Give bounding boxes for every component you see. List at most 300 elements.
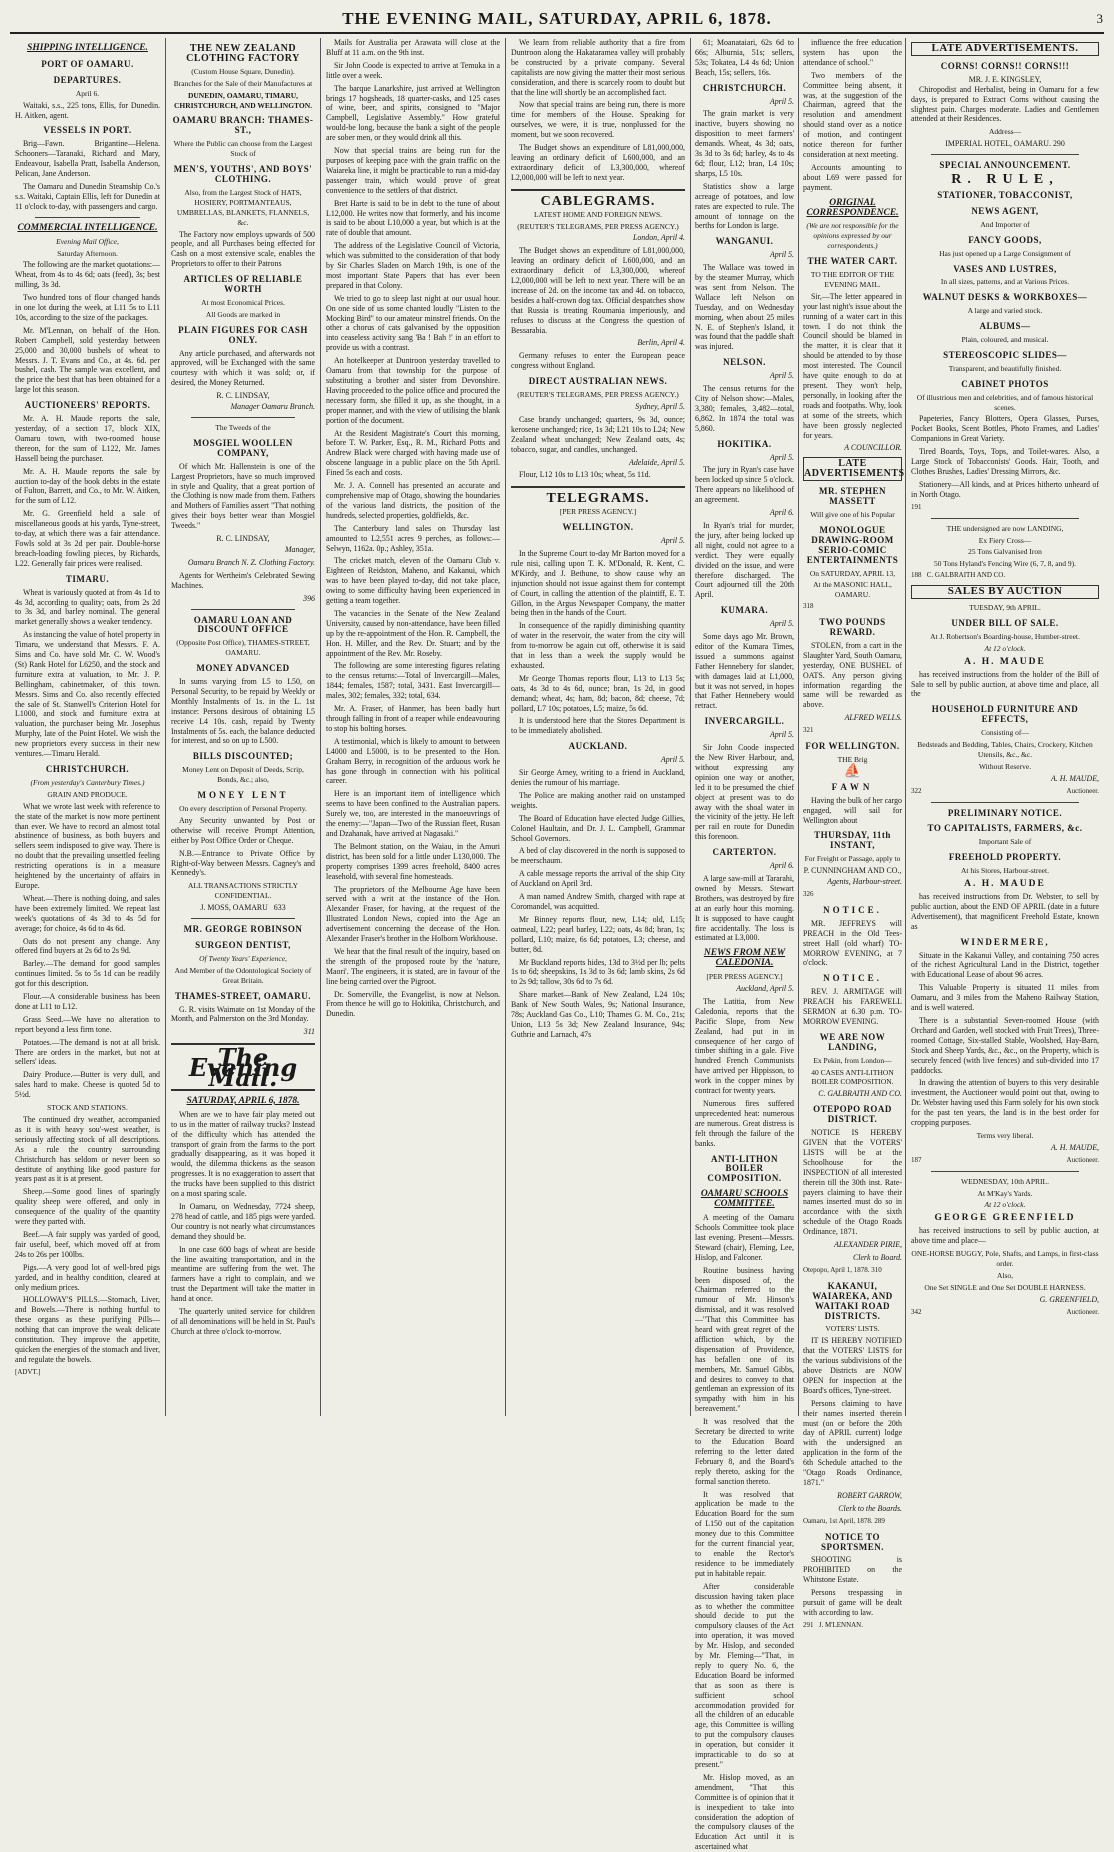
maude-1-text: has received instructions from the holder of the Bill of Sale to sell by public auction, at above time and place, all the — [911, 669, 1099, 699]
news-para-5: Bret Harte is said to be in debt to the tune of about L12,000. He writes now that formerly, and his income is said to be about L10,000 a year, but which is at the rate of double that amount. — [326, 198, 500, 238]
late-ads-heading-right: LATE ADVERTISEMENTS. — [911, 42, 1099, 56]
news-para-10: Mr. J. A. Connell has presented an accurate and comprehensive map of Otago, showing the boundaries of the various land districts, the position of the hundreds, selected properties, goldfields, &c. — [326, 481, 500, 520]
fawn-agent: P. CUNNINGHAM AND CO., — [803, 866, 902, 876]
invercargill-text: Sir John Coode inspected the New River Harbour, and, without expressing any opinion one way or another, led it to be presumed the chief object at present was to do away with the shoal water in the vicinity of the jetty. He left per rail en route for Dunedin this forenoon. — [695, 743, 794, 842]
sale-3-yards: At M'Kay's Yards. — [977, 1188, 1033, 1198]
news-para-19: The proprietors of the Melbourne Age have been served with a writ at the instance of the Hon. Alexander Fraser, for having, at the request of the Illustrated London News, copied into the Age an advertisement concerning the decease of the Hon. Alexander Fraser's brother in the Holborn Workhouse. — [326, 884, 500, 944]
sale-1-heading: UNDER BILL OF SALE. — [951, 617, 1059, 628]
kumara-date: April 5. — [769, 619, 794, 629]
christchurch-para-1: What we wrote last week with reference to the state of the market is now more pertinent than ever. We have to record an almost total abstinence of business, as both buyers and sellers seem indisposed to give way. There is no doubt that the prevailing unsettled feeling restricting operations is in a measure heightened by the uncertainty of affairs in Europe. — [15, 801, 160, 890]
hokitika-date: April 5. — [769, 452, 794, 462]
kumara-heading: KUMARA. — [720, 605, 769, 616]
greenfield-also: Also, — [996, 1270, 1014, 1280]
schools-text-3: It was resolved that the Secretary be directed to write to the Education Board referring to the letter dated February 8, and the Board's reply thereto, asking for the formal sanction thereto. — [695, 1417, 794, 1486]
landing-ex: Ex Fiery Cross— — [978, 535, 1032, 545]
timaru-para-1: Wheat is variously quoted at from 4s 1d to 4s 3d, according to quality; oats, from 2s 2d to 3s 3d, and barley nominal. The general market generally shows a weaker tendency. — [15, 587, 160, 627]
nz-clothing-towns: DUNEDIN, OAMARU, TIMARU, CHRISTCHURCH, AND WELLINGTON. — [173, 90, 313, 110]
auckland-para-1: Sir George Arney, writing to a friend in Auckland, denies the rumour of his marriage. — [511, 768, 685, 787]
nz-clothing-articles: ARTICLES OF RELIABLE WORTH — [183, 274, 303, 295]
notice-1-text: MR. JEFFREYS will PREACH in the Old Tees-street Hall (old wharf) TO-MORROW EVENING, at 7 o'clock. — [803, 918, 902, 968]
chch-date: April 5. — [769, 96, 794, 106]
nz-clothing-heading: THE NEW ZEALAND CLOTHING FACTORY — [186, 43, 300, 64]
rule-albums-2: Plain, coloured, and musical. — [961, 335, 1049, 345]
editorial-para-4: The quarterly united service for children of all denominations will be held in St. Paul's Church at three o'clock to-morrow. — [171, 1307, 315, 1336]
port-heading: PORT OF OAMARU. — [41, 58, 134, 69]
cablegrams-text: The Budget shows an expenditure of L81,000,000, leaving an ordinary deficit of L600,000, and an extraordinary deficit of L3,300,000, whereof L2,000,000 will be left to next year. There will be an increase of 2d. on the income tax and 4d. on tobacco, besides a half-crown dog tax. Official despatches show that Russia is treating Roumania imperiously, and refuses to discuss at the Congress the question of Bessarabia. — [511, 246, 685, 335]
maude-1-items: Bedsteads and Bedding, Tables, Chairs, Crockery, Kitchen Utensils, &c., &c. — [917, 740, 1093, 759]
departures-text: Waitaki, s.s., 225 tons, Ellis, for Dunedin. H. Aitken, agent. — [15, 100, 160, 120]
water-cart-to: TO THE EDITOR OF THE EVENING MAIL. — [810, 270, 895, 289]
maude-2-sig: A. H. MAUDE, — [1051, 1142, 1099, 1152]
wellington-para-1: In the Supreme Court to-day Mr Barton moved for a rule nisi, calling upon T. K. M'Donald, R. Kent, C. M'Kirdy, and J. Bethune, to show cause why an injunction should not issue against them for contempt of Court, in calling the attention of the plaintiff, E. T. Gillon, in the Argus Newspaper Company, the matter being then in the hands of the Court. — [511, 548, 685, 618]
commercial-para-1: The following are the market quotations:—Wheat, from 4s to 4s 6d; oats (feed), 3s; best milling, 3s 3d. — [15, 260, 160, 290]
stock-heading: STOCK AND STATIONS. — [47, 1103, 128, 1113]
wellington-para-2: In consequence of the rapidly diminishing quantity of water in the reservoir, the water from the city will from to-morrow be again cut off, otherwise it is said that in less than a week the supply would be exhausted. — [511, 621, 685, 670]
maude-1-reserve: Without Reserve. — [978, 761, 1032, 771]
windermere-name: WINDERMERE, — [960, 936, 1050, 947]
loan-heading: OAMARU LOAN AND DISCOUNT OFFICE — [193, 614, 293, 635]
notice-2-heading: NOTICE. — [823, 973, 882, 984]
bills-heading: BILLS DISCOUNTED; — [192, 751, 294, 762]
rule-stationery: Stationery—All kinds, and at Prices hitherto unheard of in North Otago. — [911, 479, 1099, 499]
stock-para-3: Beef.—A fair supply was yarded of good, fair useful, beef, which moved off at from 24s to 26s per 100lbs. — [15, 1229, 160, 1259]
moss-sig: J. MOSS, OAMARU 633 — [200, 903, 286, 913]
christchurch-heading: CHRISTCHURCH. — [45, 764, 130, 774]
maude-1-name: A. H. MAUDE — [964, 656, 1046, 667]
mosgiel-num: 396 — [303, 593, 315, 603]
news-para-15: Mr. A. Fraser, of Hanmer, has been badly hurt through falling in front of a reaper while endeavouring to stop his bolting horses. — [326, 704, 500, 733]
col4-para-3: The Budget shows an expenditure of L81,000,000, leaving an ordinary deficit of L600,000, and an extraordinary deficit of L3,300,000, whereof L2,000,000 will be left to next year. — [511, 143, 685, 182]
column-4 — [505, 38, 690, 1416]
sale-1-text: At J. Robertson's Boarding-house, Humber-street. — [930, 631, 1080, 641]
water-cart-sig: A COUNCILLOR. — [844, 443, 902, 453]
massett-hall: At the MASONIC HALL, OAMARU. — [813, 580, 892, 600]
christchurch-para-2: Wheat.—There is nothing doing, and sales have been extremely limited. We repeat last week's quotations of 4s 3d to 4s 5d for average; for choice, 4s 6d to 4s 6d. — [15, 893, 160, 933]
chch-text: The grain market is very inactive, buyers showing no disposition to meet farmers' demands. Wheat, 4s 3d; oats, 3s 3d to 3s 6d; barley, 4s to 4s 6d; flour, L12; bran, L4 10s; sharps, L5 10s. — [695, 109, 794, 178]
voters-heading: VOTERS' LISTS. — [825, 1324, 880, 1334]
surgeon-street: THAMES-STREET, OAMARU. — [174, 990, 312, 1001]
nelson-heading: NELSON. — [723, 357, 766, 368]
news-para-11: The Canterbury land sales on Thursday last amounted to L2,551 acres 9 perches, as follows:—Selwyn, 1162a. 0p.; Ashley, 351a. — [326, 523, 500, 553]
invercargill-date: April 5. — [769, 730, 794, 740]
robinson-name: MR. GEORGE ROBINSON — [183, 924, 303, 935]
news-para-2: Sir John Coode is expected to arrive at Temuka in a little over a week. — [326, 60, 500, 80]
christchurch-sub: (From yesterday's Canterbury Times.) — [30, 777, 145, 787]
auctioneers-heading: AUCTIONEERS' REPORTS. — [24, 400, 151, 411]
maude-2-text: has received instructions from Dr. Webster, to sell by public auction, about the END OF APRIL (date in a future Advertisement), that magnificent Freehold Estate, known as — [911, 892, 1099, 931]
column-5-left — [691, 38, 798, 1852]
windermere-text: Situate in the Kakanui Valley, and containing 750 acres of the richest Agricultural Land in the District, together with Educational Lease of about 96 acres. — [911, 950, 1099, 980]
hokitika-text-2: In Ryan's trial for murder, the jury, after being locked up all night, could not agree to a verdict. They were equally divided on the issue, and were therefore discharged. The Court adjourned till the 20th April. — [695, 520, 794, 600]
kingsley-hotel: IMPERIAL HOTEL, OAMARU. 290 — [945, 139, 1065, 149]
auckland-date: April 5. — [660, 755, 685, 765]
schools-heading: OAMARU SCHOOLS COMMITTEE. — [700, 1189, 789, 1210]
greenfield-buggy: ONE-HORSE BUGGY, Pole, Shafts, and Lamps, in first-class order. — [911, 1249, 1099, 1268]
prelim-to: TO CAPITALISTS, FARMERS, &c. — [927, 823, 1083, 834]
news-para-6: The address of the Legislative Council of Victoria, which was submitted to the consideration of that body by Sir Charles Sladen on March 19th, is one of the most important State Papers that has ever been prepared in that Colony. — [326, 241, 500, 290]
masthead — [10, 6, 1104, 34]
anti-agent: C. GALBRAITH AND CO. — [818, 1089, 902, 1099]
carterton-date: April 6. — [769, 861, 794, 871]
wellington-date: April 5. — [660, 536, 685, 546]
sale-1-date: TUESDAY, 9th APRIL. — [969, 603, 1041, 613]
schools-para-2: Accounts amounting to about L69 were passed for payment. — [803, 162, 902, 192]
rule-cabinet-2: Of illustrious men and celebrities, and of famous historical scenes. — [916, 392, 1094, 412]
nelson-date: April 5. — [769, 371, 794, 381]
nelson-text: The census returns for the City of Nelson show:—Males, 3,380; females, 3,482—total, 6,862. In 1874 the total was 5,860. — [695, 384, 794, 433]
new-caledonia-text-2: Numerous fires suffered unprecedented heat: numerous are numerous. Great distress is felt through the failure of the banks. — [695, 1099, 794, 1148]
kingsley-address: Address— — [988, 127, 1022, 137]
commercial-para-3: Mr. M'Lennan, on behalf of the Hon. Robert Campbell, sold yesterday between 25,000 and 30,000 bushels of wheat to Messrs. J. T. Evans and Co., at 4s. 6d. per bushel, cash. The sample was excellent, and the price the best that has been obtained for a large lot this season. — [15, 325, 160, 395]
massett-text: Will give one of his Popular — [810, 509, 895, 519]
sports-text: SHOOTING is PROHIBITED on the Whitstone Estate. — [803, 1555, 902, 1585]
fawn-agent-2: Agents, Harbour-street. — [827, 877, 902, 887]
anti-lithon-heading: ANTI-LITHON BOILER COMPOSITION. — [707, 1153, 782, 1184]
rule-text: Has just opened up a Large Consignment of — [939, 248, 1071, 258]
fawn-freight: For Freight or Passage, apply to — [804, 854, 901, 864]
company-text: The Oamaru and Dunedin Steamship Co.'s s.s. Waitaki, Captain Ellis, left for Dunedin at 11 o'clock to-day, with passengers and cargo. — [15, 181, 160, 211]
landing-text-2: 50 Tons Hyland's Fencing Wire (6, 7, 8, and 9). — [933, 559, 1077, 569]
massett-num: 318 — [803, 602, 814, 611]
surgeon-title: SURGEON DENTIST, — [195, 939, 291, 950]
col4-para-2: Now that special trains are being run, there is more time for members of the House. Speaking for ourselves, we were, it is true, nonplussed for the moment, but we soon recovered. — [511, 100, 685, 140]
loan-text: In sums varying from L5 to L50, on Personal Security, to be repaid by Weekly or Monthly Instalments of 1s. in the L. 1st instance: Persons desirous of obtaining L5 receive L4 10s. cash, repaid by Twenty Instalments of 5s. each, the balance deducted for interest, and so on up to L500. — [171, 677, 315, 746]
auctioneers-para-2: Mr. A. H. Maude reports the sale by auction to-day of the book debts in the estate of Fulton, Barrett, and Co., to Mr. W. Aitken, for the sum of L12. — [15, 466, 160, 506]
nz-clothing-sub2: Branches for the Sale of their Manufactures at — [173, 78, 313, 88]
carterton-text: A large saw-mill at Tararahi, owned by Messrs. Stewart Brothers, was destroyed by fire at an early hour this morning. It is supposed to have caught fire accidentally. The loss is estimated at L3,000. — [695, 873, 794, 943]
maude-1-goods: HOUSEHOLD FURNITURE AND EFFECTS, — [931, 704, 1079, 725]
wellington-para-4: It is understood here that the Stores Department is to be immediately abolished. — [511, 716, 685, 736]
money-lent: MONEY LENT — [197, 790, 289, 801]
windermere-terms: Terms very liberal. — [976, 1130, 1034, 1140]
security-text: Any Security unwanted by Post or otherwise will receive Prompt Attention, either by Post Office Order or Cheque. — [171, 815, 315, 845]
christchurch-para-5: Flour.—A considerable business has been done at L11 to L12. — [15, 992, 160, 1011]
news-para-8: An hotelkeeper at Duntroon yesterday travelled to Oamaru from that township for the purpose of substituting a brother and sister from Devonshire. Having proceeded to the police office and procured the necessary form, she filled it up, as she thought, in a proper manner, and with the view of utilising the blank portion of the document. — [326, 356, 500, 425]
voters-text-2: Persons claiming to have their names inserted therein must (on or before the 20th day of APRIL current) lodge with the undersigned an application in the form of the 6th Schedule attached to the "Otago Roads Ordinance, 1871." — [803, 1398, 902, 1487]
water-cart-heading: THE WATER CART. — [807, 256, 898, 267]
col4-para-1: We learn from reliable authority that a fire from Duntroon along the Hakataramea valley will probably be constructed by a private company. Several capitalists are now giving the matter their most serious consideration, and there is scarcely room to doubt but that the line will shortly be an accomplished fact. — [511, 38, 685, 97]
auctioneers-para-3: Mr. G. Greenfield held a sale of miscellaneous goods at his yards, Tyne-street, to-day, at which there was a fair attendance. Fowls sold at 3s 2d per pair. Double-horse breach-loading fowling pieces, by Richards, L22. Generally fair prices were realised. — [15, 509, 160, 568]
direct-heading: DIRECT AUSTRALIAN NEWS. — [528, 376, 668, 387]
maude-2-name: A. H. MAUDE — [964, 879, 1046, 890]
brig-line: THE Brig — [837, 755, 868, 764]
new-caledonia-text: The Latitia, from New Caledonia, reports that the Pacific Slope, from New Zealand, had put in in consequence of her cargo of timber shifting in a gale. Five hundred French Communists have arrived per Hippisson, to work in the copper mines by contract for twenty years. — [695, 996, 794, 1096]
nz-clothing-text: Where the Public can choose from the Largest Stock of — [173, 139, 313, 159]
hokitika-heading: HOKITIKA. — [717, 438, 772, 449]
sale-3-time: At 12 o'clock. — [984, 1200, 1026, 1210]
nz-clothing-branch: OAMARU BRANCH: THAMES-ST., — [172, 115, 314, 136]
prelim-at: At his Stores, Harbour-street. — [961, 866, 1049, 876]
otepopo-date: Otepopo, April 1, 1878. 310 — [803, 1265, 882, 1274]
nz-clothing-plain: PLAIN FIGURES FOR CASH ONLY. — [178, 324, 308, 345]
prelim-sale: Important Sale of — [978, 837, 1032, 847]
rule-importer: And Importer of — [980, 219, 1030, 229]
voters-text: IT IS HEREBY NOTIFIED that the VOTERS' LISTS for the various subdivisions of the above Districts are NOW OPEN for inspection at the Board's offices, Tyne-street. — [803, 1336, 902, 1395]
rule-albums: ALBUMS— — [979, 321, 1031, 332]
anti-cases: 40 CASES ANTI-LITHON BOILER COMPOSITION. — [811, 1067, 894, 1087]
massett-name: MR. STEPHEN MASSETT — [818, 486, 886, 507]
otepopo-sig: ALEXANDER PIRIE, — [834, 1240, 902, 1250]
voters-sig-2: Clerk to the Boards. — [838, 1503, 902, 1513]
sports-heading: NOTICE TO SPORTSMEN. — [821, 1531, 884, 1552]
rule-sizes: In all sizes, patterns, and at Various Prices. — [940, 277, 1070, 287]
surgeon-member: And Member of the Odontological Society of Great Britain. — [174, 965, 312, 985]
christchurch-para-6: Grass Seed.—We have no alteration to report beyond a less firm tone. — [15, 1014, 160, 1034]
sydney-text: Case brandy unchanged; quarters, 9s 3d, ounce; kerosene unchanged; rice, 1s 3d; L21 10s to L24; New Zealand wheat unchanged; New Zealand oats, 4s; tobacco, sugar, and candles, unchanged. — [511, 414, 685, 454]
otepopo-text: NOTICE IS HEREBY GIVEN that the VOTERS' LISTS will be at the Schoolhouse for the INSPECTION of all interested therein till the 30th inst. Rate-payers claiming to have their names inserted must do so in accordance with the sixth schedule of the Otago Roads Ordinance, 1871. — [803, 1128, 902, 1237]
christchurch-para-4: Barley.—The demand for good samples continues limited. 5s to 5s 1d can be readily got for this description. — [15, 959, 160, 989]
schools-text-6: Mr. Hislop moved, as an amendment, "That this Committee is of opinion that it is inexpedient to take into consideration the adoption of the compulsory clauses of the Education Act until it is ascertained what — [695, 1772, 794, 1852]
kumara-text: Some days ago Mr. Brown, editor of the Kumara Times, issued a summons against Father Hennebery for slander, with damages laid at L1,000, but it was not served, in hopes that Father Hennebery would retract. — [695, 632, 794, 711]
loan-money: MONEY ADVANCED — [196, 663, 290, 674]
telegrams-heading: TELEGRAMS. — [546, 491, 650, 507]
stock-para-4: Pigs.—A very good lot of well-bred pigs yarded, and in healthy condition, cleared at only medium prices. — [15, 1262, 160, 1292]
auckland-para-2: The Police are making another raid on unstamped weights. — [511, 790, 685, 810]
wanganui-date: April 5. — [769, 250, 794, 260]
editorial-para-3: In one case 600 bags of wheat are beside the line awaiting transportation, and in the meantime are suffering from the wet. The farmers have a right to complain, and we trust the Department will take the matter in hand at once. — [171, 1244, 315, 1304]
hokitika-date-2: April 6. — [769, 508, 794, 518]
christchurch-para-8: Dairy Produce.—Butter is very dull, and sales hard to make. Cheese is quoted 5d to 5½d. — [15, 1070, 160, 1100]
maude-2-num: 187 Auctioneer. — [911, 1155, 1099, 1164]
wanganui-heading: WANGANUI. — [715, 236, 774, 247]
timaru-para-2: As instancing the value of hotel property in Timaru, we understand that Messrs. F. A. Sims and Co. have sold Mr. C. W. Wood's (St) Rank Hotel for L6250, and the stock and furniture extra at valuation, to Mr. J. P. Bellingham, cabinetmaker, of this town. Messrs. Sims and Co. also recently effected the sale of St. Stanwell's Criterion Hotel for L1000, and stock and furniture extra at valuation, the purchaser being Mr. Josephus Murphy, late of the Point Hotel. We wish the new proprietors every success in their new ventures.—Timaru Herald. — [15, 630, 160, 759]
sydney-place: Sydney, April 5. — [635, 402, 685, 411]
sports-sig: 291 J. M'LENNAN. — [803, 1620, 863, 1629]
news-para-13: The vacancies in the Senate of the New Zealand University, caused by non-attendance, have been filled up by the re-appointment of the Hon. R. Campbell, the Hon. H. Miller, and the Rev. Dr. Stuart; and by the appointment of the Rev. Mr. Roseby. — [326, 608, 500, 658]
berlin-place: Berlin, April 4. — [637, 338, 685, 348]
voters-sig: ROBERT GARROW, — [837, 1490, 902, 1500]
kingsley-text: Chiropodist and Herbalist, being in Oamaru for a few days, is prepared to Extract Corns without causing the slightest pain. Charges moderate. Ladies and Gentlemen attended at their Residences. — [911, 84, 1099, 124]
nz-clothing-sub1: (Custom House Square, Dunedin). — [191, 66, 295, 76]
news-para-20: We hear that the final result of the inquiry, based on the strength of the proposed route by the 'nature, Maori'. The engineers, it is stated, are in favour of the line being carried over the Pigroot. — [326, 946, 500, 986]
massett-mono: MONOLOGUE DRAWING-ROOM SERIO-COMIC ENTERTAINMENTS — [806, 524, 899, 565]
sports-text-2: Persons trespassing in pursuit of game will be dealt with according to law. — [803, 1588, 902, 1617]
landing-sig: 188 C. GALBRAITH AND CO. — [911, 571, 1006, 580]
nz-clothing-mens: MEN'S, YOUTHS', AND BOYS' CLOTHING. — [173, 164, 313, 184]
rule-walnut-2: A large and varied stock. — [967, 306, 1043, 316]
rule-news: NEWS AGENT, — [971, 205, 1039, 216]
schools-text-2: Routine business having been disposed of, the Chairman referred to the rumour of Mr. Hinson's dismissal, and it was resolved—"That this Committee has heard with great regret of the affliction which, by the dispensation of Providence, has befallen one of its members, Mr. Samuel Gibbs, and desires to convey to that gentleman an expression of its sympathy with him in his bereavement." — [695, 1265, 794, 1414]
windermere-text-3: There is a substantial Seven-roomed House (with Orchard and Garden, well stocked with Fruit Trees), Three-roomed Cottage, Six-stalled Stable, Woolshed, Hay-Barn, Stock and Sheep Yards, &c., &c., on the Property, which is securely fenced (with live fences) and sub-divided into 17 paddocks. — [911, 1015, 1099, 1075]
correspondence-heading: ORIGINAL CORRESPONDENCE. — [806, 197, 899, 218]
news-para-18: The Belmont station, on the Waiau, in the Amuri district, has been sold for a little under L130,000. The property comprises 1399 acres freehold, 8400 acres leasehold, with several fine homesteads. — [326, 841, 500, 881]
grain-sub: GRAIN AND PRODUCE. — [47, 789, 128, 799]
nz-clothing-factory: The Factory now employs upwards of 500 people, and all Purchases being effected for Cash on a most extensive scale, enables the Proprietors to offer to their Patrons — [171, 229, 315, 269]
rule-stereo-2: Transparent, and beautifully finished. — [948, 363, 1062, 373]
news-para-14: The following are some interesting figures relating to the census returns:—Total of Invercargill—Males, 1844; females, 1587; total, 3431. East Invercargill—males, 302; females, 332; total, 634. — [326, 661, 500, 701]
reward-heading: TWO POUNDS REWARD. — [819, 617, 886, 638]
greenfield-num: 342 Auctioneer. — [911, 1307, 1099, 1316]
share-market-cont: 61; Moanataiari, 62s 6d to 66s; Alburnia, 51s; sellers, 53s; Tokatea, L4 4s 6d; Union Beach, 15s; sellers, 16s. — [695, 38, 794, 77]
kakanui-heading: KAKANUI, WAIAREKA, AND WAITAKI ROAD DISTRICTS. — [812, 1280, 893, 1321]
column-3 — [320, 38, 505, 1416]
rule-name: R. RULE, — [951, 172, 1059, 188]
maude-1-num: 322 Auctioneer. — [911, 786, 1099, 795]
water-cart-text: Sir,—The letter appeared in your last night's issue about the running of a water cart in this town. I do not think the Council should be blamed in the matter, it is clear that it should be attended to by those most interested. The Council have quite enough to do at present. They won't help, personally, in looking after the roads and footpaths. Why, look at some of the streets, which have been grossly neglected for years. — [803, 291, 902, 440]
anti-landing: WE ARE NOW LANDING, — [819, 1031, 886, 1052]
cablegrams-place: London, April 4. — [632, 233, 685, 243]
notice-2-text: REV. J. ARMITAGE will PREACH his FAREWELL SERMON at 6.30 p.m. TO-MORROW EVENING. — [803, 987, 902, 1026]
editorial-para-1: When are we to have fair play meted out to us in the matter of railway trucks? Instead of the difficulty which has attended the transport of grain from the farms to the port gradually disappearing, as it was hoped it would, the dilemma thickens as the season progresses. It is no exaggeration to assert that the trucks have been supplied to this district on a most sparing scale. — [171, 1109, 315, 1199]
auckland-heading: AUCKLAND. — [568, 741, 628, 752]
mosgiel-sig2: Manager, — [284, 544, 315, 554]
mosgiel-sig3: Oamaru Branch N. Z. Clothing Factory. — [187, 557, 315, 567]
loan-sub: (Opposite Post Office), THAMES-STREET, OAMARU. — [176, 638, 310, 658]
paper-date: SATURDAY, APRIL 6, 1878. — [186, 1095, 300, 1106]
new-caledonia-heading: NEWS FROM NEW CALEDONIA. — [703, 948, 786, 969]
greenfield-name: GEORGE GREENFIELD — [934, 1213, 1076, 1224]
fawn-num: 326 — [803, 889, 814, 898]
christchurch-para-3: Oats do not present any change. Any offered find buyers at 2s 6d to 2s 9d. — [15, 936, 160, 956]
voters-date: Oamaru, 1st April, 1878. 289 — [803, 1516, 885, 1525]
surgeon-num: 311 — [303, 1027, 315, 1037]
cablegrams-source: (REUTER'S TELEGRAMS, PER PRESS AGENCY.) — [517, 221, 679, 231]
rule-stationer: STATIONER, TOBACCONIST, — [937, 189, 1073, 200]
auckland-para-6: A man named Andrew Smith, charged with rape at Coromandel, was acquitted. — [511, 892, 685, 911]
cablegrams-heading: CABLEGRAMS. — [540, 193, 656, 209]
prelim-freehold: FREEHOLD PROPERTY. — [948, 852, 1062, 863]
rule-vases: VASES AND LUSTRES, — [953, 263, 1057, 274]
invercargill-heading: INVERCARGILL. — [704, 716, 785, 727]
auckland-para-4: A bed of clay discovered in the north is supposed to be meerschaum. — [511, 846, 685, 866]
rule-cabinet: CABINET PHOTOS — [961, 378, 1049, 389]
rule-misc: Papeteries, Fancy Blotters, Opera Glasses, Purses, Pocket Books, Scent Bottles, Photo Frames, and Ladies' Companions in Great Variety. — [911, 414, 1099, 444]
news-para-16: A testimonial, which is likely to amount to between L4000 and L5000, is to be presented to the Hon. Graham Berry, in recognition of the arduous work he has gone through in connection with his political career. — [326, 736, 500, 786]
page-number: 3 — [1096, 11, 1104, 26]
news-para-9: At the Resident Magistrate's Court this morning, before T. W. Parker, Esq., R. M., Richard Potts and Andrew Black were charged with having made use of obscene language in a public place on the 5th April. Fined 5s each and costs. — [326, 428, 500, 478]
mosgiel-text: Of which Mr. Hallenstein is one of the Largest Proprietors, have so much improved in style and Quality, that a great portion of the Clothing is now made from them. Fathers and Mothers of Families assert "That nothing gives their boys better wear than Mosgiel Tweeds." — [171, 461, 315, 531]
bills-text: Money Lent on Deposit of Deeds, Scrip, Bonds, &c.; also, — [182, 765, 304, 785]
otepopo-sig-2: Clerk to Board. — [852, 1252, 902, 1262]
reward-num: 321 — [803, 726, 814, 735]
auckland-para-3: The Board of Education have elected Judge Gillies, Colonel Haultain, and Dr. J. L. Campbell, Grammar School Governors. — [511, 813, 685, 843]
correspondence-note: (We are not responsible for the opinions expressed by our correspondents.) — [806, 221, 899, 251]
corns-heading: CORNS! CORNS!! CORNS!!! — [940, 60, 1070, 71]
mosgiel-agents: Agents for Wertheim's Celebrated Sewing Machines. — [171, 570, 315, 590]
sale-1-time: At 12 o'clock. — [984, 643, 1026, 653]
masthead-title: THE EVENING MAIL, SATURDAY, APRIL 6, 1878. — [342, 9, 772, 28]
schools-cont: influence the free education system has upon the attendance of school." — [803, 38, 902, 67]
schools-text-1: A meeting of the Oamaru Schools Committee took place last evening. Present—Messrs. Steward (chair), Fleming, Lee, Hislop, and Falconer. — [695, 1213, 794, 1262]
landing-text: 25 Tons Galvanised Iron — [968, 547, 1042, 557]
commercial-heading: COMMERCIAL INTELLIGENCE. — [17, 222, 158, 233]
direct-source: (REUTER'S TELEGRAMS, PER PRESS AGENCY.) — [517, 390, 679, 400]
rule-walnut: WALNUT DESKS & WORKBOXES— — [922, 292, 1088, 303]
chch-heading: CHRISTCHURCH. — [702, 82, 787, 93]
stock-para-2: Sheep.—Some good lines of sparingly quality sheep were offered, and only in consequence of the quality of the quantity were they parted with. — [15, 1187, 160, 1227]
special-heading: SPECIAL ANNOUNCEMENT. — [939, 160, 1071, 171]
news-para-7: We tried to go to sleep last night at our usual hour. On one side of us some chanted loudly "Listen to the Mocking Bird" to our amateur minstrel friends. On the other a chorus of cats galvanised by the opposition into ceaseless activity sang 'Ba ! Bah !' in an effort to provide us with a contrast. — [326, 293, 500, 353]
mosgiel-title: MOSGIEL WOOLLEN COMPANY, — [193, 437, 293, 458]
sale-3-date: WEDNESDAY, 10th APRIL. — [961, 1176, 1049, 1186]
nz-clothing-sig2: Manager Oamaru Branch. — [230, 402, 315, 412]
column-5 — [690, 38, 905, 1852]
vessels-heading: VESSELS IN PORT. — [43, 125, 132, 136]
stock-para-1: The continued dry weather, accompanied as it is with heavy sou'-west weather, is seriously affecting stock of all descriptions. As a rule the country surrounding Christchurch has seldom or never been so destitute of anything like good pasture for years past as it is at present. — [15, 1115, 160, 1184]
schools-text-4: It was resolved that application be made to the Education Board for the sum of L150 out of the capitation money due to this Committee for the current financial year, to enable the Rector's residence to be immediately put in habitable repair. — [695, 1489, 794, 1578]
all-transactions: ALL TRANSACTIONS STRICTLY CONFIDENTIAL. — [187, 881, 299, 901]
nz-clothing-moderate: At most Economical Prices. — [201, 297, 285, 307]
greenfield-harness: One Set SINGLE and One Set DOUBLE HARNESS. — [924, 1282, 1086, 1292]
wellington-heading: WELLINGTON. — [562, 522, 634, 533]
new-caledonia-place: Auckland, April 5. — [736, 984, 794, 994]
wanganui-text: The Wallace was towed in by the steamer Murray, which was sent from Nelson. The Wallace left Nelson on Tuesday, and on Wednesday morning, when about 25 miles N. E. of Stephen's Island, it was found that the paddle shaft was injured. — [695, 263, 794, 352]
cablegrams-sub: LATEST HOME AND FOREIGN NEWS. — [534, 209, 662, 219]
vessels-text: Brig—Fawn. Brigantine—Helena. Schooners—Taranaki, Richard and Mary, Endeavour, Isabella Pratt, Isabella Anderson, Pelican, Jane Anderson. — [15, 139, 160, 179]
rule-fancy: FANCY GOODS, — [968, 234, 1042, 245]
news-para-17: Here is an important item of intelligence which seems to have been confined to the Australian papers. Surely we, too, are interested in the manoeuvrings of the enemy:—"Japan—Two of the Russian fleet, Rusan and Dzahanak, have arrived at Nagasaki." — [326, 789, 500, 838]
column-6 — [905, 38, 1104, 1416]
fawn-name: FAWN — [831, 781, 874, 792]
office-line: Evening Mail Office, — [56, 236, 119, 246]
auckland-para-5: A cable message reports the arrival of the ship City of Auckland on April 3rd. — [511, 869, 685, 889]
money-text: On every description of Personal Property. — [179, 804, 307, 813]
wellington-para-3: Mr George Thomas reports flour, L13 to L13 5s; oats, 4s 3d to 4s 6d, ounce; bran, 1s 2d, in good demand; wheat, 4s; ham, 8d; bacon, 8d; cheese, 7d; pollard, L7 10s; potatoes, L5; maize, 5s 6d. — [511, 673, 685, 713]
surgeon-experience: Of Twenty Years' Experience, — [199, 953, 287, 963]
massett-date: On SATURDAY, APRIL 13, — [809, 568, 896, 578]
departures-date: April 6. — [75, 88, 100, 98]
auctioneers-para-1: Mr. A. H. Maude reports the sale, yesterday, of a section 17, block XIX, Oamaru town, with two-roomed house thereon, for the sum of L122, Mr. James Hassell being the purchaser. — [15, 414, 160, 463]
windermere-text-2: This Valuable Property is situated 11 miles from Oamaru, and 3 miles from the Maheno Railway Station, and is well watered. — [911, 983, 1099, 1013]
reward-sig: ALFRED WELLS. — [844, 713, 902, 723]
adelaide-text: Flour, L12 10s to L13 10s; wheat, 5s 11d. — [519, 470, 651, 480]
auckland-para-8: Mr Buckland reports hides, 13d to 3½d per lb; pelts 1s to 6d; sheepskins, 1s 3d to 3s 6d; lamb skins, 2s 6d to 2s 9d; tallow, 30s 6d to 7s 6d. — [511, 957, 685, 987]
shipping-heading: SHIPPING INTELLIGENCE. — [27, 43, 148, 53]
mosgiel-sig: R. C. LINDSAY, — [216, 534, 270, 544]
auckland-para-7: Mr Binney reports flour, new, L14; old, L15; oatmeal, L22; pearl barley, L22; oats, 4s 8d; bran, 1s; pollard, L10; maize, 6s 6d; potatoes, L3; cheese, and butter, 8d. — [511, 914, 685, 954]
news-para-4: Now that special trains are being run for the purposes of keeping pace with the grain traffic on the Waiareka line, it might be practicable to run a mid-day passenger train, which would prove of great convenience to the settlers of that district. — [326, 146, 500, 195]
nz-clothing-also: Also, from the Largest Stock of HATS, HOSIERY, PORTMANTEAUS, UMBRELLAS, BLANKETS, FLANNELS, &c. — [176, 187, 310, 227]
rule-stereo: STEREOSCOPIC SLIDES— — [943, 349, 1067, 360]
office-sub: Saturday Afternoon. — [57, 248, 118, 258]
column-2 — [165, 38, 320, 1416]
greenfield-sig: G. GREENFIELD, — [1039, 1294, 1099, 1304]
holloway-text: HOLLOWAY'S PILLS.—Stomach, Liver, and Bowels.—There is nothing hurtful to these organs as these purifying Pills—nothing that can improve the weak delicate constitution. They improve the appetite, quicken the energies of the stomach and liver, and regulate the bowels. — [15, 1295, 160, 1364]
news-para-12: The cricket match, eleven of the Oamaru Club v. Eighteen of Reidston, Maheno, and Kakanui, which was to have been played to-day, did not take place, owing to some difficulty having been experienced in getting a team together. — [326, 556, 500, 606]
maude-1-consist: Consisting of— — [981, 728, 1029, 738]
telegrams-source: [PER PRESS AGENCY.] — [559, 507, 637, 517]
advt-tag: [ADVT.] — [15, 1367, 41, 1376]
auckland-para-9: Share market—Bank of New Zealand, L24 10s; Bank of New South Wales, 9s; National Insurance, 78s; Auckland Gas Co., L10; Thames G. M. Co., 21s; Union, L13 5s 3d; New Zealand Insurance, 94s; Guthrie and Larnach, 47s — [511, 990, 685, 1039]
rule-num: 191 — [911, 502, 922, 511]
departures-heading: DEPARTURES. — [53, 74, 122, 85]
nz-clothing-sig1: R. C. LINDSAY, — [216, 391, 270, 401]
new-caledonia-source: [PER PRESS AGENCY.] — [706, 972, 783, 982]
news-para-21: Dr. Somerville, the Evangelist, is now at Nelson. From thence he will go to Hokitika, Christchurch, and Dunedin. — [326, 989, 500, 1019]
anti-ex: Ex Pekin, from London— — [813, 1055, 892, 1065]
fawn-date: THURSDAY, 11th INSTANT, — [814, 830, 891, 851]
mosgiel-head: The Tweeds of the — [215, 423, 271, 432]
column-5-right — [798, 38, 906, 1629]
kingsley-name: MR. J. E. KINGSLEY, — [968, 74, 1042, 84]
sales-heading: SALES BY AUCTION — [911, 585, 1099, 599]
nz-clothing-marked: All Goods are marked in — [205, 309, 281, 319]
nb-text: N.B.—Entrance to Private Office by Right-of-Way between Messrs. Cagney's and Kennedy's. — [171, 848, 315, 878]
editorial-para-2: In Oamaru, on Wednesday, 7724 sheep, 278 head of cattle, and 185 pigs were yarded. Our country is not nearly what circumstances demand they should be. — [171, 1202, 315, 1241]
rule-misc-2: Tired Boards, Toys, Tops, and Toilet-wares. Also, a Large Stock of Tobacconists' Goods. Hair, Tooth, and Clothes Brushes, Ladies' Dressing Mirrors, &c. — [911, 447, 1099, 476]
late-ads-heading: LATE ADVERTISEMENTS — [804, 458, 905, 480]
paper-title: The Evening Mail. — [188, 1043, 298, 1093]
nz-clothing-exchange: Any article purchased, and afterwards not approved, will be Exchanged with the same courtesy with which it was sold; or, if desired, the Money Returned. — [171, 348, 315, 388]
greenfield-text: has received instructions to sell by public auction, at above time and place— — [911, 1226, 1099, 1246]
landing-heading: THE undersigned are now LANDING, — [946, 523, 1064, 533]
reward-text: STOLEN, from a cart in the Slaughter Yard, South Oamaru, yesterday, ONE BUSHEL of OATS. Any person giving information regarding the same will be rewarded as above. — [803, 640, 902, 710]
column-1 — [10, 38, 165, 1416]
christchurch-para-7: Potatoes.—The demand is not at all brisk. There are orders in the market, but not at sellers' ideas. — [15, 1037, 160, 1067]
fawn-text: Having the bulk of her cargo engaged, will sail for Wellington about — [803, 795, 902, 825]
schools-text-5: After considerable discussion having taken place as to whether the committee should decide to put the compulsory clauses of the Act into operation, it was moved by Mr. Hislop, and seconded by Mr. Fleming—"That, in reply to query No. 6, the Education Board be informed that as soon as there is sufficient school accommodation provided for all the children of an educable age, this Committee is willing to put the compulsory clauses in operation, but consider it impracticable to do so at present." — [695, 1581, 794, 1769]
news-para-3: The barque Lanarkshire, just arrived at Wellington brings 17 hogsheads, 18 quarter-casks, and 125 cases of wine, beer, and spirits, consigned to "Major Campbell, Legislative Assembly." How grateful would-be long, because the bank a sight of the people are sober men, or they would drink all this. — [326, 83, 500, 143]
